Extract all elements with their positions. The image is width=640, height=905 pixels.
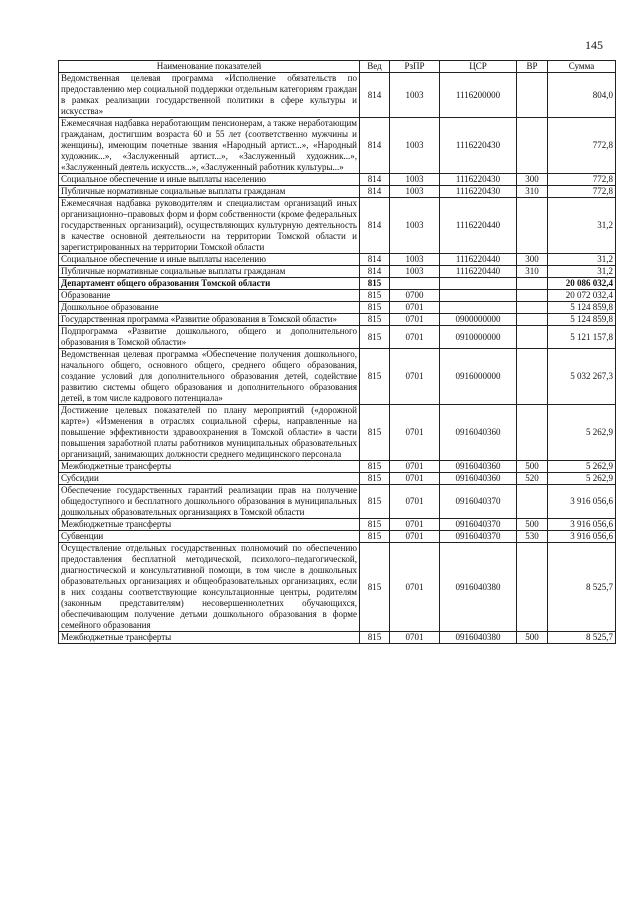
- cell-sum: 8 525,7: [548, 632, 616, 644]
- cell-vr: [517, 326, 548, 349]
- cell-csr: 0916040360: [440, 405, 517, 461]
- cell-sum: 772,8: [548, 174, 616, 186]
- cell-sum: 5 124 859,8: [548, 314, 616, 326]
- header-vr: ВР: [517, 61, 548, 73]
- cell-sum: 3 916 056,6: [548, 485, 616, 519]
- cell-sum: 20 072 032,4: [548, 290, 616, 302]
- cell-sum: 8 525,7: [548, 543, 616, 632]
- cell-name: Достижение целевых показателей по плану мероприятий («дорожной карте») «Изменения в отраслях социальной сферы, направленные на повышение эффективности здравоохранения в Томской области» в части повышения заработной платы работников муниципальных образовательных организаций, занимающих должности среднего медицинского персонала: [59, 405, 360, 461]
- table-row: [59, 290, 616, 302]
- cell-name: Социальное обеспечение и иные выплаты населению: [59, 174, 360, 186]
- cell-vr: [517, 73, 548, 118]
- cell-rzpr: [390, 278, 440, 290]
- table-row: [59, 519, 616, 531]
- cell-rzpr: 0701: [390, 302, 440, 314]
- cell-vr: 300: [517, 254, 548, 266]
- cell-name: Государственная программа «Развитие образования в Томской области»: [59, 314, 360, 326]
- table-row: [59, 405, 616, 461]
- header-ved: Вед: [360, 61, 390, 73]
- cell-name: Осуществление отдельных государственных полномочий по обеспечению предоставления бесплатной методической, психолого–педагогической, диагностической и консультативной помощи, в том числе в дошкольных образовательных организациях и общеобразовательных организациях, если в них созданы соответствующие консультационные центры, родителям (законным представителям) несовершеннолетних обучающихся, обеспечивающим получение детьми дошкольного образования в форме семейного образования: [59, 543, 360, 632]
- cell-name: Департамент общего образования Томской области: [59, 278, 360, 290]
- cell-ved: 814: [360, 266, 390, 278]
- cell-rzpr: 1003: [390, 118, 440, 174]
- cell-vr: 530: [517, 531, 548, 543]
- cell-sum: 5 262,9: [548, 473, 616, 485]
- table-row: [59, 118, 616, 174]
- cell-csr: 0916040370: [440, 519, 517, 531]
- cell-vr: [517, 302, 548, 314]
- cell-name: Ежемесячная надбавка руководителям и специалистам организаций иных организационно–правовых форм и форм собственности (кроме федеральных государственных организаций), осуществляющих культурную деятельность в качестве основной деятельности на территории Томской области и зарегистрированных на территории Томской области: [59, 198, 360, 254]
- cell-ved: 815: [360, 473, 390, 485]
- cell-ved: 815: [360, 531, 390, 543]
- cell-name: Межбюджетные трансферты: [59, 519, 360, 531]
- cell-csr: [440, 290, 517, 302]
- header-sum: Сумма: [548, 61, 616, 73]
- cell-sum: 3 916 056,6: [548, 531, 616, 543]
- cell-rzpr: 1003: [390, 266, 440, 278]
- cell-csr: 0900000000: [440, 314, 517, 326]
- cell-csr: 0910000000: [440, 326, 517, 349]
- cell-sum: 31,2: [548, 254, 616, 266]
- cell-rzpr: 0701: [390, 314, 440, 326]
- cell-rzpr: 0700: [390, 290, 440, 302]
- table-row: [59, 266, 616, 278]
- cell-sum: 772,8: [548, 118, 616, 174]
- cell-ved: 814: [360, 186, 390, 198]
- cell-rzpr: 0701: [390, 485, 440, 519]
- cell-vr: 310: [517, 266, 548, 278]
- table-row: [59, 543, 616, 632]
- cell-name: Публичные нормативные социальные выплаты гражданам: [59, 186, 360, 198]
- cell-vr: [517, 485, 548, 519]
- cell-name: Межбюджетные трансферты: [59, 461, 360, 473]
- cell-vr: 300: [517, 174, 548, 186]
- cell-vr: [517, 543, 548, 632]
- header-name: Наименование показателей: [59, 61, 360, 73]
- cell-name: Межбюджетные трансферты: [59, 632, 360, 644]
- cell-csr: 0916040380: [440, 543, 517, 632]
- cell-sum: 772,8: [548, 186, 616, 198]
- cell-vr: [517, 290, 548, 302]
- cell-ved: 815: [360, 461, 390, 473]
- table-row: [59, 302, 616, 314]
- cell-csr: 1116220430: [440, 174, 517, 186]
- table-row: [59, 174, 616, 186]
- cell-ved: 815: [360, 290, 390, 302]
- cell-rzpr: 0701: [390, 405, 440, 461]
- cell-ved: 815: [360, 632, 390, 644]
- cell-csr: 0916040380: [440, 632, 517, 644]
- cell-csr: 0916000000: [440, 349, 517, 405]
- cell-vr: 500: [517, 461, 548, 473]
- cell-rzpr: 1003: [390, 198, 440, 254]
- cell-vr: [517, 349, 548, 405]
- cell-ved: 815: [360, 519, 390, 531]
- cell-rzpr: 0701: [390, 632, 440, 644]
- cell-csr: [440, 278, 517, 290]
- cell-csr: 1116220440: [440, 266, 517, 278]
- cell-name: Подпрограмма «Развитие дошкольного, общего и дополнительного образования в Томской области»: [59, 326, 360, 349]
- cell-rzpr: 0701: [390, 326, 440, 349]
- cell-csr: 1116220440: [440, 198, 517, 254]
- cell-ved: 814: [360, 198, 390, 254]
- cell-name: Субсидии: [59, 473, 360, 485]
- cell-name: Субвенции: [59, 531, 360, 543]
- cell-rzpr: 0701: [390, 531, 440, 543]
- cell-sum: 5 262,9: [548, 461, 616, 473]
- table-row: [59, 73, 616, 118]
- cell-rzpr: 0701: [390, 543, 440, 632]
- cell-rzpr: 1003: [390, 73, 440, 118]
- table-row: [59, 632, 616, 644]
- cell-ved: 815: [360, 485, 390, 519]
- table-row: [59, 531, 616, 543]
- cell-rzpr: 0701: [390, 461, 440, 473]
- cell-ved: 815: [360, 543, 390, 632]
- cell-vr: [517, 278, 548, 290]
- cell-vr: 310: [517, 186, 548, 198]
- cell-vr: [517, 118, 548, 174]
- cell-vr: 520: [517, 473, 548, 485]
- cell-csr: 1116220430: [440, 118, 517, 174]
- table-row: [59, 314, 616, 326]
- cell-name: Ежемесячная надбавка неработающим пенсионерам, а также неработающим гражданам, достигшим возраста 60 и 55 лет (соответственно мужчины и женщины), имеющим почетные звания «Народный артист...», «Народный художник...», «Заслуженный артист...», «Заслуженный художник...», «Заслуженный деятель искусств...», «Заслуженный работник культуры...»: [59, 118, 360, 174]
- cell-ved: 815: [360, 326, 390, 349]
- cell-csr: 0916040360: [440, 461, 517, 473]
- cell-ved: 815: [360, 278, 390, 290]
- cell-sum: 5 262,9: [548, 405, 616, 461]
- cell-csr: 0916040370: [440, 531, 517, 543]
- cell-ved: 814: [360, 254, 390, 266]
- cell-ved: 814: [360, 118, 390, 174]
- cell-vr: [517, 314, 548, 326]
- cell-ved: 815: [360, 349, 390, 405]
- cell-name: Образование: [59, 290, 360, 302]
- cell-name: Ведомственная целевая программа «Обеспечение получения дошкольного, начального общего, основного общего, среднего общего образования, создание условий для дополнительного образования детей, содействие развитию системы общего образования и дополнительного образования детей, в том числе кадрового потенциала»: [59, 349, 360, 405]
- cell-rzpr: 0701: [390, 519, 440, 531]
- header-csr: ЦСР: [440, 61, 517, 73]
- cell-name: Обеспечение государственных гарантий реализации прав на получение общедоступного и бесплатного дошкольного образования в муниципальных дошкольных образовательных организациях в Томской области: [59, 485, 360, 519]
- cell-ved: 814: [360, 73, 390, 118]
- table-row: [59, 461, 616, 473]
- cell-ved: 815: [360, 314, 390, 326]
- cell-rzpr: 0701: [390, 473, 440, 485]
- cell-sum: 31,2: [548, 266, 616, 278]
- table-row: [59, 278, 616, 290]
- cell-rzpr: 1003: [390, 186, 440, 198]
- cell-sum: 5 121 157,8: [548, 326, 616, 349]
- cell-csr: [440, 302, 517, 314]
- table-row: [59, 186, 616, 198]
- cell-csr: 1116220440: [440, 254, 517, 266]
- cell-vr: [517, 405, 548, 461]
- cell-rzpr: 1003: [390, 254, 440, 266]
- cell-name: Дошкольное образование: [59, 302, 360, 314]
- cell-name: Публичные нормативные социальные выплаты гражданам: [59, 266, 360, 278]
- cell-ved: 815: [360, 302, 390, 314]
- cell-sum: 20 086 032,4: [548, 278, 616, 290]
- cell-csr: 1116200000: [440, 73, 517, 118]
- cell-sum: 5 032 267,3: [548, 349, 616, 405]
- table-header-row: [59, 61, 616, 73]
- table-row: [59, 326, 616, 349]
- cell-name: Социальное обеспечение и иные выплаты населению: [59, 254, 360, 266]
- cell-csr: 1116220430: [440, 186, 517, 198]
- table-row: [59, 198, 616, 254]
- header-rzpr: РзПР: [390, 61, 440, 73]
- cell-ved: 815: [360, 405, 390, 461]
- cell-vr: [517, 198, 548, 254]
- cell-sum: 804,0: [548, 73, 616, 118]
- cell-sum: 5 124 859,8: [548, 302, 616, 314]
- budget-table: [58, 60, 616, 644]
- table-row: [59, 485, 616, 519]
- table-row: [59, 349, 616, 405]
- cell-sum: 3 916 056,6: [548, 519, 616, 531]
- cell-vr: 500: [517, 632, 548, 644]
- cell-csr: 0916040360: [440, 473, 517, 485]
- table-row: [59, 254, 616, 266]
- cell-vr: 500: [517, 519, 548, 531]
- cell-ved: 814: [360, 174, 390, 186]
- cell-rzpr: 0701: [390, 349, 440, 405]
- page-number: 145: [585, 38, 603, 52]
- cell-rzpr: 1003: [390, 174, 440, 186]
- table-row: [59, 473, 616, 485]
- cell-name: Ведомственная целевая программа «Исполнение обязательств по предоставлению мер социальной поддержки отдельным категориям граждан в рамках реализации государственной политики в сфере культуры и искусства»: [59, 73, 360, 118]
- cell-csr: 0916040370: [440, 485, 517, 519]
- cell-sum: 31,2: [548, 198, 616, 254]
